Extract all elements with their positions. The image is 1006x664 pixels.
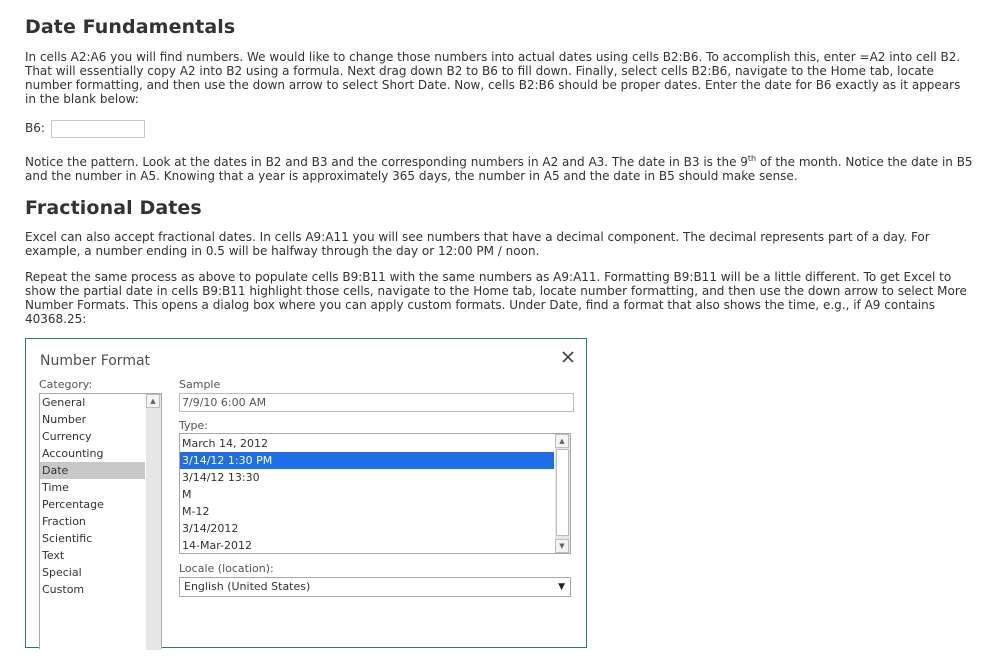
category-item-fraction[interactable]: Fraction bbox=[42, 515, 86, 528]
dropdown-arrow-icon: ▼ bbox=[558, 582, 565, 592]
type-list[interactable] bbox=[179, 433, 571, 554]
type-item[interactable]: 3/14/2012 bbox=[182, 522, 239, 535]
b6-answer-row bbox=[25, 120, 45, 137]
locale-select[interactable] bbox=[179, 577, 571, 597]
category-scroll-up-icon[interactable]: ▲ bbox=[146, 394, 160, 408]
close-icon[interactable] bbox=[558, 347, 578, 367]
dialog-title: Number Format bbox=[40, 353, 151, 369]
instructions-paragraph-2 bbox=[25, 155, 975, 183]
category-scrollbar[interactable] bbox=[146, 394, 161, 650]
category-list[interactable] bbox=[39, 393, 162, 649]
category-item-time[interactable]: Time bbox=[42, 481, 69, 494]
locale-label: Locale (location): bbox=[179, 562, 274, 575]
fractional-paragraph-1: Excel can also accept fractional dates. In cells A9:A11 you will see numbers that have a decimal component. The decimal represents part of a day. For example, a number ending in 0.5 will be halfway through the day or 12:00 PM / noon. bbox=[25, 230, 930, 258]
category-item-custom[interactable]: Custom bbox=[42, 583, 85, 596]
type-item[interactable]: March 14, 2012 bbox=[182, 437, 269, 450]
category-item-percentage[interactable]: Percentage bbox=[42, 498, 104, 511]
type-label: Type: bbox=[179, 419, 208, 432]
section-title-fractional-dates: Fractional Dates bbox=[25, 197, 202, 219]
fractional-paragraph-2: Repeat the same process as above to populate cells B9:B11 with the same numbers as A9:A11. Formatting B9:B11 will be a little different. To get Excel to show the partial date in cells B9:B11 highlight those cells, navigate to the Home tab, locate number formatting, and then use the down arrow to select More Number Formats. This opens a dialog box where you can apply custom formats. Under Date, find a format that also shows the time, e.g., if A9 contains 40368.25: bbox=[25, 270, 967, 326]
category-label: Category: bbox=[39, 378, 93, 391]
type-scroll-down-icon[interactable]: ▼ bbox=[555, 539, 569, 553]
sample-label: Sample bbox=[179, 378, 221, 391]
type-scroll-thumb[interactable] bbox=[556, 449, 569, 536]
category-item-scientific[interactable]: Scientific bbox=[42, 532, 93, 545]
type-item[interactable]: 14-Mar-2012 bbox=[182, 539, 252, 552]
category-item-special[interactable]: Special bbox=[42, 566, 82, 579]
number-format-dialog bbox=[25, 338, 587, 648]
category-item-accounting[interactable]: Accounting bbox=[42, 447, 104, 460]
ordinal-superscript: th bbox=[747, 154, 757, 163]
category-item-currency[interactable]: Currency bbox=[42, 430, 92, 443]
b6-label: B6: bbox=[25, 121, 45, 135]
section-title-date-fundamentals: Date Fundamentals bbox=[25, 16, 236, 38]
b6-answer-input[interactable] bbox=[51, 120, 145, 138]
sample-value: 7/9/10 6:00 AM bbox=[179, 393, 574, 412]
category-item-date[interactable]: Date bbox=[40, 462, 145, 479]
category-item-number[interactable]: Number bbox=[42, 413, 87, 426]
locale-value: English (United States) bbox=[184, 580, 311, 593]
type-item[interactable]: M-12 bbox=[182, 505, 210, 518]
type-item[interactable]: M bbox=[182, 488, 192, 501]
category-item-general[interactable]: General bbox=[42, 396, 86, 409]
category-item-text[interactable]: Text bbox=[42, 549, 65, 562]
paragraph-2-text: Notice the pattern. Look at the dates in B2 and B3 and the corresponding numbers in A2 and A3. The date in B3 is the 9 bbox=[25, 155, 748, 169]
paragraph-2-text-continued: of the month. Notice the date in B5 and the number in A5. Knowing that a year is approximately 365 days, the number in A5 and the date in B5 should make sense. bbox=[25, 155, 973, 183]
type-item[interactable]: 3/14/12 13:30 bbox=[182, 471, 260, 484]
type-item-selected[interactable]: 3/14/12 1:30 PM bbox=[180, 452, 554, 469]
type-scroll-up-icon[interactable]: ▲ bbox=[555, 434, 569, 448]
instructions-paragraph-1: In cells A2:A6 you will find numbers. We would like to change those numbers into actual dates using cells B2:B6. To accomplish this, enter =A2 into cell B2. That will essentially copy A2 into B2 using a formula. Next drag down B2 to B6 to fill down. Finally, select cells B2:B6, navigate to the Home tab, locate number formatting, and then use the down arrow to select Short Date. Now, cells B2:B6 should be proper dates. Enter the date for B6 exactly as it appears in the blank below: bbox=[25, 50, 961, 106]
